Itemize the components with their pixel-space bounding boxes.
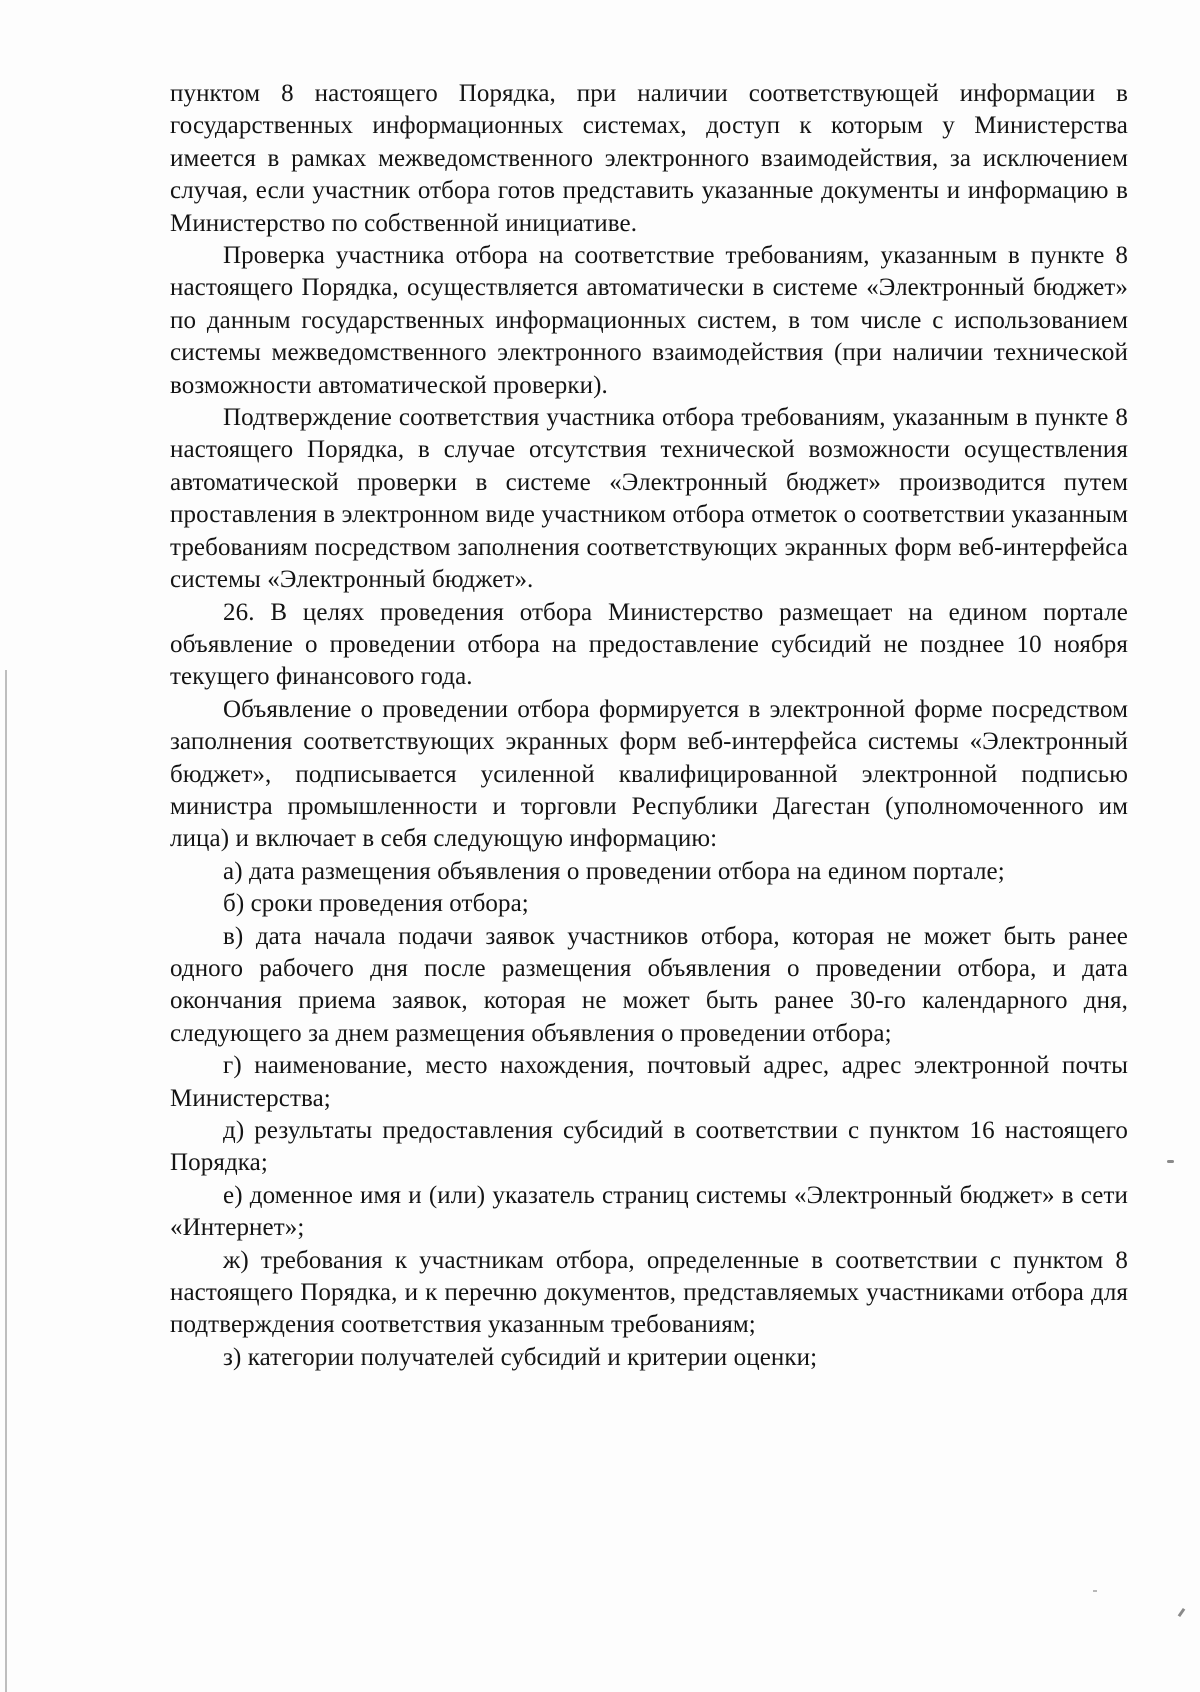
list-item-zh: ж) требования к участникам отбора, определенные в соответствии с пунктом 8 настоящего Порядка, и к перечню документов, представляемых участниками отбора для подтверждения соответствия указанным требованиям; — [170, 1246, 1128, 1339]
left-scan-edge — [5, 670, 7, 1692]
paragraph-confirmation: Подтверждение соответствия участника отбора требованиям, указанным в пункте 8 настоящего Порядка, в случае отсутствия технической возможности осуществления автоматической проверки в системе «Электронный бюджет» производится путем проставления в электронном виде участником отбора отметок о соответствии указанным требованиям посредством заполнения соответствующих экранных форм веб-интерфейса системы «Электронный бюджет». — [170, 404, 1128, 594]
paragraph-continuation: пунктом 8 настоящего Порядка, при наличии соответствующей информации в государственных информационных системах, доступ к которым у Министерства имеется в рамках межведомственного электронного взаимодействия, за исключением случая, если участник отбора готов представить указанные документы и информацию в Министерство по собственной инициативе. — [170, 80, 1128, 237]
paragraph-item-26: 26. В целях проведения отбора Министерство размещает на едином портале объявление о проведении отбора на предоставление субсидий не позднее 10 ноября текущего финансового года. — [170, 598, 1128, 691]
list-item-e: е) доменное имя и (или) указатель страниц системы «Электронный бюджет» в сети «Интернет»; — [170, 1181, 1128, 1242]
list-item-b: б) сроки проведения отбора; — [223, 890, 529, 918]
right-scan-stroke — [1178, 1608, 1186, 1617]
right-scan-speck — [1167, 1160, 1174, 1163]
paragraph-verification: Проверка участника отбора на соответствие требованиям, указанным в пункте 8 настоящего Порядка, осуществляется автоматически в системе «Электронный бюджет» по данным государственных информационных систем, в том числе с использованием системы межведомственного электронного взаимодействия (при наличии технической возможности автоматической проверки). — [170, 242, 1128, 399]
list-item-z: з) категории получателей субсидий и критерии оценки; — [223, 1343, 818, 1371]
list-item-a: а) дата размещения объявления о проведении отбора на едином портале; — [223, 857, 1005, 885]
list-item-v: в) дата начала подачи заявок участников отбора, которая не может быть ранее одного рабочего дня после размещения объявления о проведении отбора, и дата окончания приема заявок, которая не может быть ранее 30-го календарного дня, следующего за днем размещения объявления о проведении отбора; — [170, 922, 1128, 1047]
document-body — [170, 78, 1128, 1374]
bottom-scan-dot — [1093, 1590, 1097, 1592]
list-item-g: г) наименование, место нахождения, почтовый адрес, адрес электронной почты Министерства; — [170, 1052, 1128, 1112]
list-item-d: д) результаты предоставления субсидий в соответствии с пунктом 16 настоящего Порядка; — [170, 1117, 1128, 1177]
paragraph-announcement: Объявление о проведении отбора формируется в электронной форме посредством заполнения соответствующих экранных форм веб-интерфейса системы «Электронный бюджет», подписывается усиленной квалифицированной электронной подписью министра промышленности и торговли Республики Дагестан (уполномоченного им лица) и включает в себя следующую информацию: — [170, 695, 1128, 853]
